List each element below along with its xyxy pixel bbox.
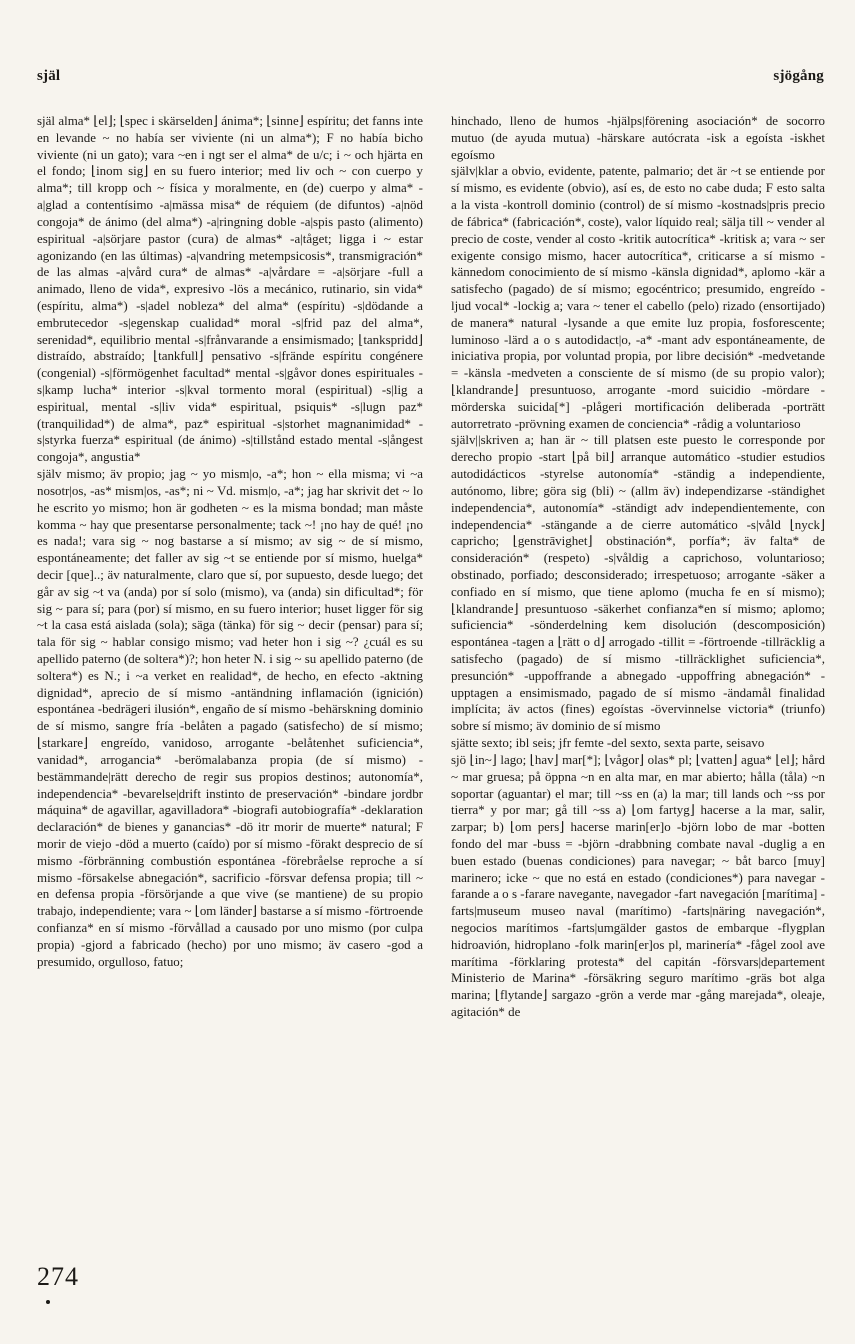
entry-sjatte: sjätte sexto; ibl seis; jfr femte -del sexto, sexta parte, seisavo <box>451 735 765 751</box>
entry-sjo: sjö ⌊in~⌋ lago; ⌊hav⌋ mar[*]; ⌊vågor⌋ olas* pl; ⌊vatten⌋ agua* ⌊el⌋; hård ~ mar gruesa; på öppna ~n en alta mar, en mar abierto; hålla (tåla) ~n soportar (aguantar) el mar; till ~ss en (a) la mar; till lands och ~ss por tierra* y por mar; gå till ~ss a) ⌊om fartyg⌋ hacerse a la mar, salir, zarpar; b) ⌊om pers⌋ hacerse marin[er]o -björn lobo de mar -botten fondo del mar -buss = -björn -drabbning combate naval -duglig a en buen estado (buenas condiciones) para navegar; ~ båt barco [muy] marinero; icke ~ que no está en estado (condiciones*) para navegar -farande a o s -farare navegante, navegador -fart navegación [marítima] -farts|museum museo naval (marítimo) -farts|näring navegación*, negocios marítimos -farts|umgälder gastos de embarque -flygplan hidroavión, hidroplano -folk marin[er]os pl, marinería* -fågel zool ave marítima -förklaring protesta* del capitán -försvars|departement Ministerio de Marina* -försäkring seguro marítimo -gräs bot alga marina; ⌊flytande⌋ sargazo -grön a verde mar -gång marejada*, oleaje, agitación* de <box>451 751 825 1020</box>
right-column <box>451 113 825 1263</box>
entry-sjalv-continued: hinchado, lleno de humos -hjälps|förening asociación* de socorro mutuo (de ayuda mutua) -härskare autócrata -isk a egoísta -iskhet egoísmo <box>451 113 825 162</box>
entry-sjalvskriven: själv||skriven a; han är ~ till platsen este puesto le corresponde por derecho propio -start ⌊på bil⌋ arranque automático -studier estudios autodidácticos -styrelse autonomía* -ständig a independiente, autónomo, libre; göra sig (bli) ~ (allm äv) independizarse -ständighet independencia*, autonomía* -ständigt adv independientemente, con independencia* -stängande a de cierre automático -s|våld ⌊nyck⌋ capricho; ⌊genstrāvighet⌋ obstinación*, porfía*; äv falta* de consideración* (respeto) -s|våldig a caprichoso, voluntarioso; obstinado, porfiado; desconsiderado; irrespetuoso; arrogante -säker a confiado en sí mismo, que tiene aplomo (mucha fe en sí mismo); ⌊klandrande⌋ presuntuoso -säkerhet confianza*en sí mismo; aplomo; suficiencia* -sönderdelning kem disolución (descomposición) espontánea -tagen a ⌊rätt o d⌋ arrogado -tillit = -förtroende -tillräcklig a satisfecho (pagado) de sí mismo -tillräcklighet suficiencia*, presunción* -uppoffrande a abnegado -uppoffring abnegación* -upptagen a ensimismado, pagado de sí mismo -ändamål finalidad implícita; äv actos (fines) egoístas -övervinnelse victoria* (triunfo) sobre sí mismo; äv dominio de sí mismo <box>451 432 825 734</box>
left-column <box>37 113 423 1263</box>
page-number: 274 <box>37 1262 79 1291</box>
print-mark <box>46 1300 50 1304</box>
running-head-left: själ <box>37 68 61 84</box>
running-head-right: sjögång <box>773 68 824 84</box>
entry-sjalv: själv mismo; äv propio; jag ~ yo mism|o, -a*; hon ~ ella misma; vi ~a nosotr|os, -as* mism|os, -as*; ni ~ Vd. mism|o, -a*; jag har skrivit det ~ lo he escrito yo mismo; hon är godheten ~ es la misma bondad; man måste komma ~ hay que presentarse personalmente; tack ~! ¡no hay de qué! ¡no es nada!; vara sig ~ nog bastarse a sí mismo; av sig ~ de sí mismo, espontáneamente; det faller av sig ~t se entiende por sí mismo, huelga* decir [que]..; äv naturalmente, claro que sí, por supuesto, desde luego; det går av sig ~t va (anda) por sí solo (mismo), va (anda) sin dificultad*; för sig ~ para sí; para (por) sí mismo, en su fuero interior; huset ligger för sig ~t la casa está aislada (sola); säga (tänka) för sig ~ decir (pensar) para sí; tala för sig ~ hablar consigo mismo; vad heter hon i sig ~? ¿cuál es su apellido paterno (de soltera*)?; hon heter N. i sig ~ su apellido paterno (de soltera*) es N.; i ~a verket en realidad*, de hecho, en efecto -aktning dignidad*, aprecio de sí mismo -antändning inflamación (ignición) espontánea -bedrägeri ilusión*, engaño de sí mismo -behärskning dominio de sí mismo, sangre fría -belåten a pagado (satisfecho) de sí mismo; ⌊starkare⌋ engreído, vanidoso, arrogante -belåtenhet suficiencia*, vanidad*, arrogancia* -berömalabanza propia (de sí mismo) -bestämmande|rätt derecho de regir sus propios destinos; autonomía*, independencia* -bevarelse|drift instinto de preservación* -bindare jordbr máquina* de agavillar, agavilladora* -biografi autobiografía* -deklaration declaración* de bienes y ganancias* -dö itr morir de muerte* natural; F morir de viejo -död a muerto (caído) por sí mismo -förakt desprecio de sí mismo -förbränning combustión espontánea -förebråelse reproche a sí mismo -försakelse abnegación*, sacrificio -försvar defensa propia; till ~ en defensa propia -försörjande a que vive (se mantiene) de su propio trabajo, independiente; vara ~ ⌊om länder⌋ bastarse a sí mismo -förtroende confianza* en sí mismo -förvållad a causado por uno mismo (por culpa propia) -gjord a fabricado (hecho) por uno mismo; äv casero -god a presumido, orgulloso, fatuo; <box>37 466 423 969</box>
entry-sjalvklar: själv|klar a obvio, evidente, patente, palmario; det är ~t se entiende por sí mismo, es evidente (obvio), así es, de esto no cabe duda; F esto salta a la vista -kontroll dominio (control) de sí mismo -kostnads|pris precio de fábrica* (fabricación*, coste), valor líquido real; sälja till ~ vender al precio de coste, vender al costo -kritik autocrítica* -kritisk a; vara ~ ser exigente consigo mismo, hacer autocrítica*, criticarse a sí mismo -kännedom conocimiento de sí mismo -känsla dignidad*, aplomo -kär a satisfecho (pagado) de sí mismo; egocéntrico; presumido, engreído -ljud vocal* -lockig a; vara ~ tener el cabello (pelo) rizado (ensortijado) de manera* natural -lysande a que emite luz propia, fosforescente; luminoso -lärd a o s autodidact|o, -a* -mant adv espontáneamente, de iniciativa propia, por voluntad propia, por libre decisión* -medvetande = -känsla -medveten a consciente de sí mismo (de su propio valor); ⌊klandrande⌋ presuntuoso, arrogante -mord suicidio -mördare -mörderska suicida[*] -plågeri mortificación deliberada -porträtt autorretrato -prövning examen de conciencia* -rådig a voluntarioso <box>451 163 825 431</box>
entry-sjal: själ alma* ⌊el⌋; ⌊spec i skärselden⌋ ánima*; ⌊sinne⌋ espíritu; det fanns inte en levande ~ no había ser viviente (ni un alma*); F no había bicho viviente (ni un gato); vara ~en i ngt ser el alma* de u/c; i ~ och hjärta en el fondo; ⌊inom sig⌋ en su fuero interior; med liv och ~ con cuerpo y alma*; till kropp och ~ física y moralmente, en (de) cuerpo y alma* -a|glad a contentísimo -a|mässa misa* de réquiem (de difuntos) -a|nöd congoja* de ánimo (del alma*) -a|ringning doble -a|spis pasto (alimento) espiritual -a|sörjare pastor (cura) de almas* -a|tåget; ligga i ~ estar agonizando (en las últimas) -a|vandring metempsicosis*, transmigración* de las almas -a|vård cura* de almas* -a|vårdare = -a|sörjare -full a animado, lleno de vida*, expresivo -lös a mecánico, rutinario, sin vida* (espíritu, alma*) -s|adel nobleza* del alma* (espíritu) -s|dödande a embrutecedor -s|egenskap cualidad* moral -s|frid paz del alma*, serenidad*, equilibrio mental -s|frånvarande a ensimismado; ⌊tankspridd⌋ distraído, abstraído; ⌊tankfull⌋ pensativo -s|frände espíritu congénere (congenial) -s|förmögenhet facultad* mental -s|gåvor dones espirituales -s|kamp lucha* interior -s|kval tormento moral (espiritual) -s|lig a espiritual, mental -s|liv vida* espiritual, psiquis* -s|lugn paz* (tranquilidad*) de alma*, paz* espiritual -s|storhet magnanimidad* -s|styrka fuerza* espiritual (de ánimo) -s|tillstånd estado mental -s|ångest congoja*, angustia* <box>37 113 423 465</box>
